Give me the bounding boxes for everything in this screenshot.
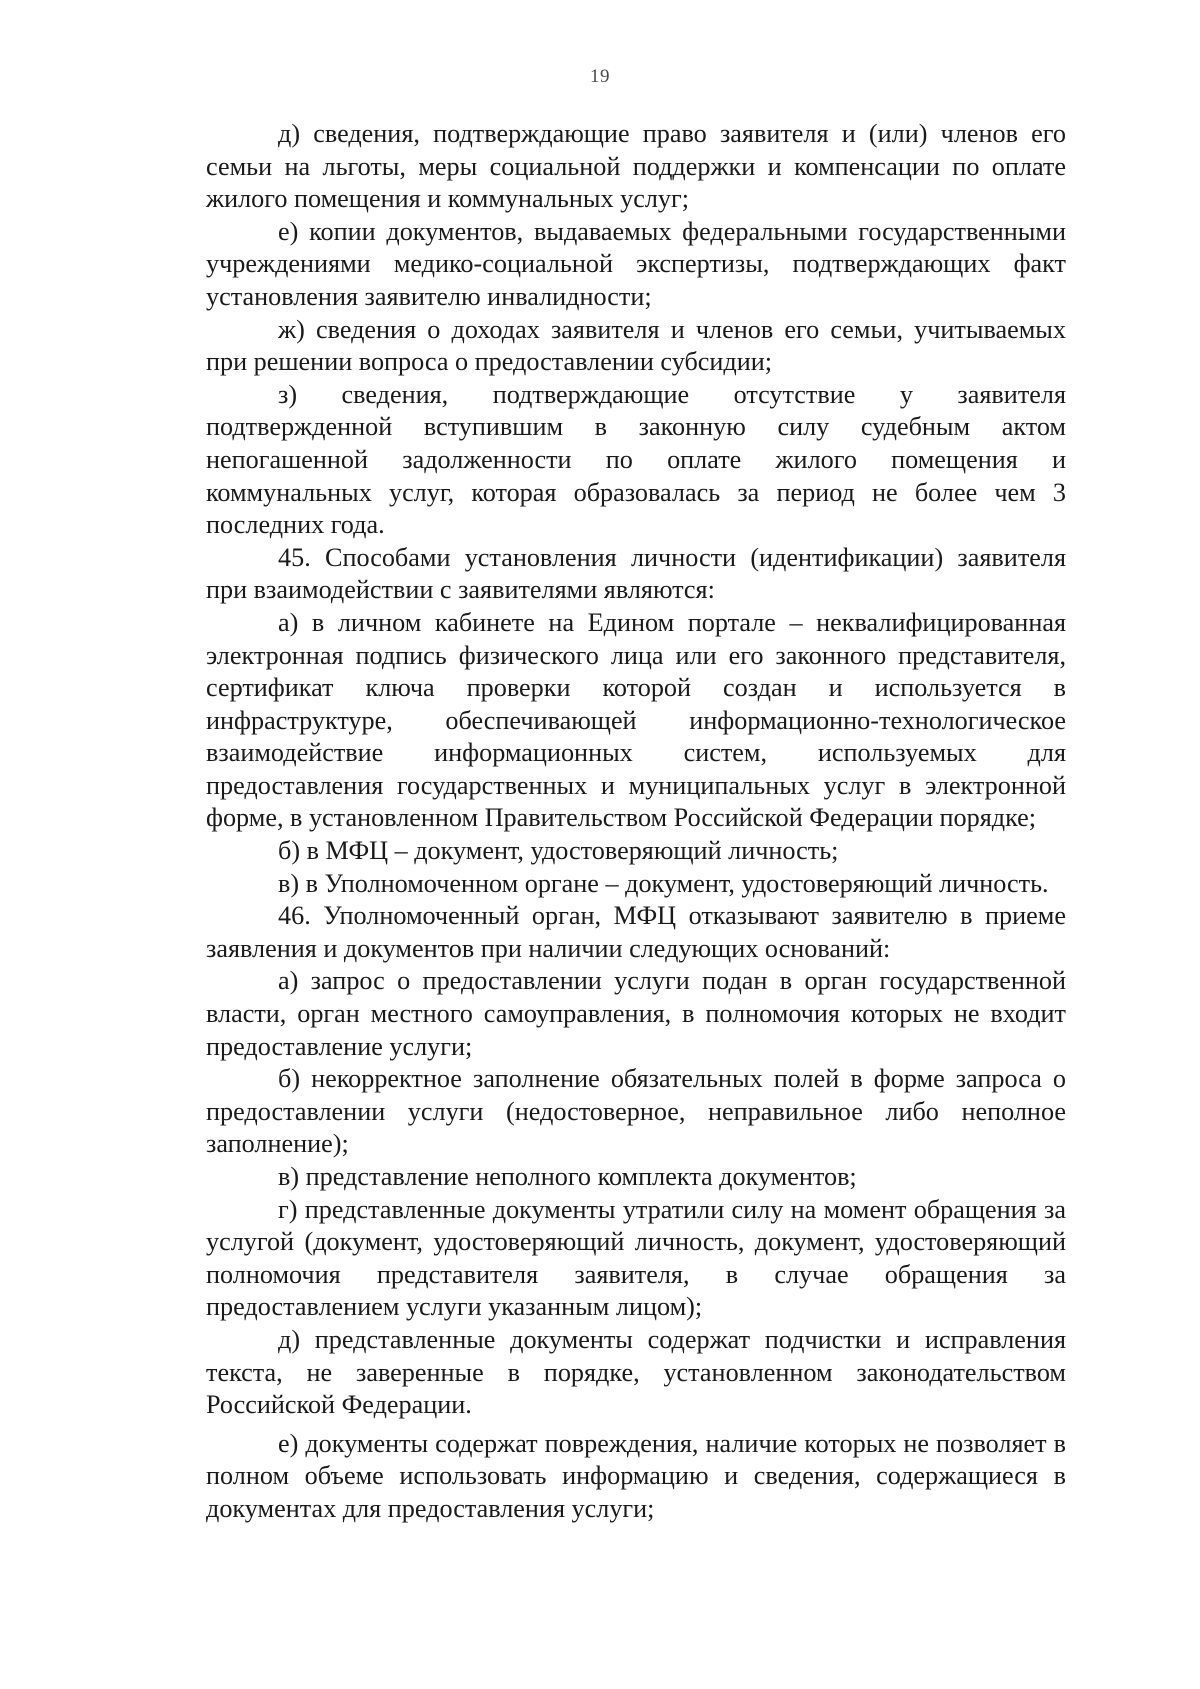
paragraph-46-item-v: в) представление неполного комплекта документов;: [278, 1162, 857, 1191]
paragraph-46-item-e: е) документы содержат повреждения, наличие которых не позволяет в полном объеме использовать информацию и сведения, содержащиеся в документах для предоставления услуги;: [206, 1428, 1066, 1523]
paragraph-45-item-a: а) в личном кабинете на Едином портале – неквалифицированная электронная подпись физического лица или его законного представителя, сертификат ключа проверки которой создан и используется в инфраструктуре, обеспечивающей информационно-технологическое взаимодействие информационных систем, используемых для предоставления государственных и муниципальных услуг в электронной форме, в установленном Правительством Российской Федерации порядке;: [206, 607, 1066, 833]
paragraph-46-item-a: а) запрос о предоставлении услуги подан в орган государственной власти, орган местного самоуправления, в полномочия которых не входит предоставление услуги;: [206, 966, 1066, 1061]
paragraph-46-item-b: б) некорректное заполнение обязательных полей в форме запроса о предоставлении услуги (недостоверное, неправильное либо неполное заполнение);: [206, 1064, 1066, 1159]
paragraph-section-46: 46. Уполномоченный орган, МФЦ отказывают заявителю в приеме заявления и документов при наличии следующих оснований:: [206, 901, 1066, 963]
paragraph-45-item-b: б) в МФЦ – документ, удостоверяющий личность;: [278, 836, 839, 866]
paragraph-item-zh-income: ж) сведения о доходах заявителя и членов его семьи, учитываемых при решении вопроса о предоставлении субсидии;: [206, 314, 1066, 377]
paragraph-item-e-disability-docs: е) копии документов, выдаваемых федеральными государственными учреждениями медико-социальной экспертизы, подтверждающих факт установления заявителю инвалидности;: [206, 216, 1066, 311]
page-number: 19: [590, 66, 610, 87]
paragraph-45-item-v: в) в Уполномоченном органе – документ, удостоверяющий личность.: [278, 868, 1049, 898]
document-body: [206, 118, 1066, 1526]
paragraph-46-item-g: г) представленные документы утратили силу на момент обращения за услугой (документ, удостоверяющий личность, документ, удостоверяющий полномочия представителя заявителя, в случае обращения за предоставлением услуги указанным лицом);: [206, 1194, 1066, 1322]
paragraph-item-z-no-debt: з) сведения, подтверждающие отсутствие у заявителя подтвержденной вступившим в законную силу судебным актом непогашенной задолженности по оплате жилого помещения и коммунальных услуг, которая образовалась за период не более чем 3 последних года.: [206, 379, 1066, 540]
paragraph-item-d-benefits: д) сведения, подтверждающие право заявителя и (или) членов его семьи на льготы, меры социальной поддержки и компенсации по оплате жилого помещения и коммунальных услуг;: [206, 119, 1066, 214]
paragraph-46-item-d: д) представленные документы содержат подчистки и исправления текста, не заверенные в порядке, установленном законодательством Российской Федерации.: [206, 1324, 1066, 1420]
paragraph-section-45: 45. Способами установления личности (идентификации) заявителя при взаимодействии с заявителями являются:: [206, 542, 1066, 605]
